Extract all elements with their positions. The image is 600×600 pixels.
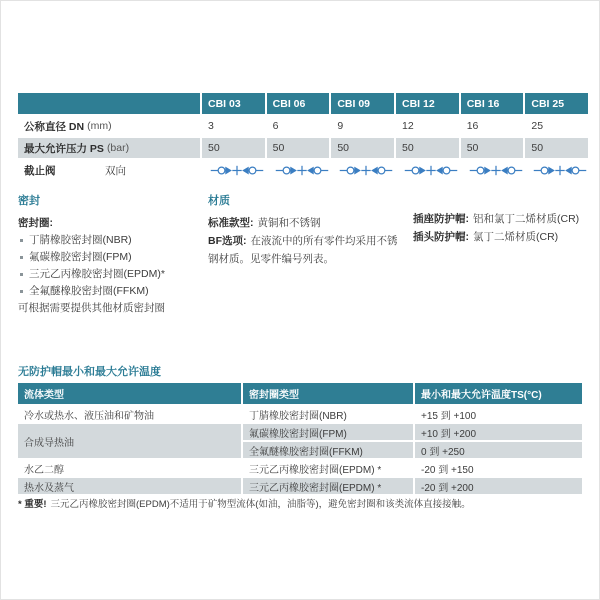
row-sublabel: 双向 <box>105 164 126 177</box>
materials-section <box>208 192 406 268</box>
spec-column-header: CBI 16 <box>461 93 524 114</box>
spec-table <box>18 93 588 182</box>
seal-cell: 全氟醚橡胶密封圈(FFKM) <box>243 442 413 458</box>
spec-row-shutoff-valve <box>18 160 588 180</box>
double-shutoff-valve-icon <box>210 163 264 178</box>
temp-col-header-seal: 密封圈类型 <box>243 383 413 404</box>
spec-row-label <box>18 116 200 136</box>
spec-row-label <box>18 138 200 158</box>
row-label-text: 截止阀 <box>24 164 56 177</box>
socket-cap-label: 插座防护帽: <box>413 213 469 225</box>
row-label-unit: (bar) <box>106 142 130 154</box>
row-label-unit: (mm) <box>87 120 112 132</box>
spec-value: 12 <box>396 116 459 136</box>
socket-cap-value: 铝和氯丁二烯材质(CR) <box>473 213 580 225</box>
shutoff-valve-symbol-cell <box>396 160 459 180</box>
temp-cell: 0 到 +250 <box>415 442 582 458</box>
spec-table-header-row <box>18 93 588 114</box>
seals-heading: 密封 <box>18 195 40 207</box>
temp-cell: -20 到 +200 <box>415 478 582 494</box>
fluid-cell: 热水及蒸气 <box>18 478 241 494</box>
bf-option-value: 在液流中的所有零件均采用不锈钢材质。见零件编号列表。 <box>208 235 398 265</box>
shutoff-valve-symbol-cell <box>267 160 330 180</box>
seal-cell: 三元乙丙橡胶密封圈(EPDM) * <box>243 460 413 476</box>
spec-column-header: CBI 25 <box>525 93 588 114</box>
materials-heading: 材质 <box>208 195 230 207</box>
fluid-cell: 冷水或热水、液压油和矿物油 <box>18 406 241 422</box>
footnote <box>18 496 471 510</box>
spec-value: 25 <box>525 116 588 136</box>
spec-column-header: CBI 12 <box>396 93 459 114</box>
list-item <box>18 249 203 266</box>
list-item <box>18 232 203 249</box>
protective-caps-section <box>413 210 593 246</box>
plug-cap-value: 氯丁二烯材质(CR) <box>473 231 559 243</box>
double-shutoff-valve-icon <box>469 163 523 178</box>
spec-value: 9 <box>331 116 394 136</box>
bf-option-line <box>208 232 406 268</box>
double-shutoff-valve-icon <box>404 163 458 178</box>
plug-cap-line <box>413 228 593 246</box>
shutoff-valve-symbol-cell <box>525 160 588 180</box>
spec-column-header: CBI 06 <box>267 93 330 114</box>
spec-row-label <box>18 160 200 180</box>
temperature-table-title: 无防护帽最小和最大允许温度 <box>18 366 161 378</box>
seal-cell: 三元乙丙橡胶密封圈(EPDM) * <box>243 478 413 494</box>
temp-cell: +15 到 +100 <box>415 406 582 422</box>
bullet-icon <box>20 273 23 276</box>
seals-section <box>18 192 203 317</box>
bullet-icon <box>20 239 23 242</box>
shutoff-valve-symbol-cell <box>461 160 524 180</box>
spec-value: 50 <box>331 138 394 158</box>
row-label-text: 最大允许压力 PS <box>24 142 104 155</box>
temperature-table <box>18 383 582 494</box>
spec-value: 3 <box>202 116 265 136</box>
spec-value: 16 <box>461 116 524 136</box>
spec-row-pressure <box>18 138 588 158</box>
seals-note: 可根据需要提供其他材质密封圈 <box>18 302 165 314</box>
seal-item-label: 全氟醚橡胶密封圈(FFKM) <box>29 285 149 297</box>
footnote-label: * 重要! <box>18 499 47 510</box>
spec-value: 50 <box>202 138 265 158</box>
seal-cell: 氟碳橡胶密封圈(FPM) <box>243 424 413 440</box>
seal-item-label: 氟碳橡胶密封圈(FPM) <box>29 251 132 263</box>
spec-column-header: CBI 03 <box>202 93 265 114</box>
spec-column-header: CBI 09 <box>331 93 394 114</box>
standard-material-value: 黄铜和不锈钢 <box>257 217 321 229</box>
row-label-text: 公称直径 DN <box>24 120 85 133</box>
double-shutoff-valve-icon <box>339 163 393 178</box>
list-item <box>18 266 203 283</box>
bf-option-label: BF选项: <box>208 235 247 247</box>
bullet-icon <box>20 290 23 293</box>
plug-cap-label: 插头防护帽: <box>413 231 469 243</box>
fluid-cell: 水乙二醇 <box>18 460 241 476</box>
double-shutoff-valve-icon <box>275 163 329 178</box>
bullet-icon <box>20 256 23 259</box>
seal-cell: 丁腈橡胶密封圈(NBR) <box>243 406 413 422</box>
socket-cap-line <box>413 210 593 228</box>
standard-material-label: 标准款型: <box>208 217 254 229</box>
spec-value: 50 <box>267 138 330 158</box>
standard-material-line <box>208 214 406 232</box>
spec-value: 50 <box>396 138 459 158</box>
spec-value: 6 <box>267 116 330 136</box>
seal-item-label: 三元乙丙橡胶密封圈(EPDM)* <box>29 268 165 280</box>
spec-value: 50 <box>461 138 524 158</box>
seal-item-label: 丁腈橡胶密封圈(NBR) <box>29 234 132 246</box>
temp-col-header-range: 最小和最大允许温度TS(°C) <box>415 383 582 404</box>
seal-rings-subheading: 密封圈: <box>18 217 53 229</box>
list-item <box>18 283 203 300</box>
spec-row-diameter <box>18 116 588 136</box>
temp-cell: +10 到 +200 <box>415 424 582 440</box>
footnote-text: 三元乙丙橡胶密封圈(EPDM)不适用于矿物型流体(如油，油脂等)，避免密封圈和该类流体直接接触。 <box>50 499 471 510</box>
fluid-cell-merged: 合成导热油 <box>18 424 241 458</box>
temp-col-header-fluid: 流体类型 <box>18 383 241 404</box>
shutoff-valve-symbol-cell <box>202 160 265 180</box>
spec-value: 50 <box>525 138 588 158</box>
spec-header-corner <box>18 93 200 114</box>
shutoff-valve-symbol-cell <box>331 160 394 180</box>
temp-cell: -20 到 +150 <box>415 460 582 476</box>
double-shutoff-valve-icon <box>533 163 587 178</box>
